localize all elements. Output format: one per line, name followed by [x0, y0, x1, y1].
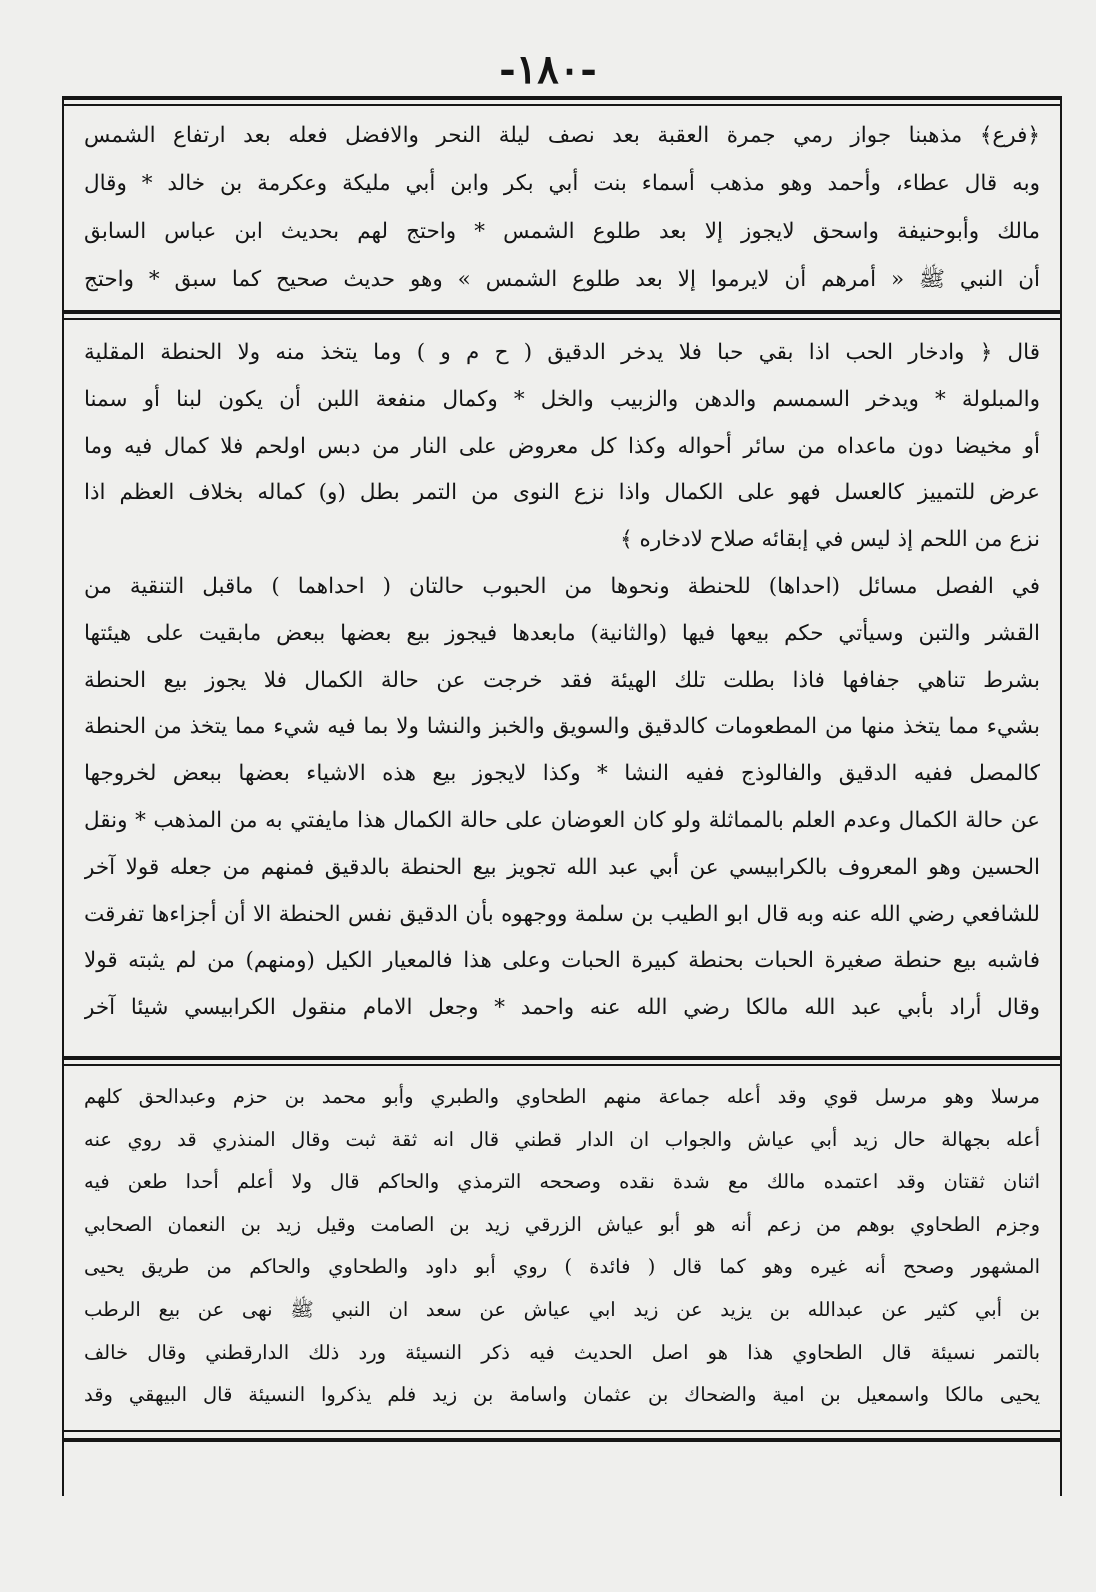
- top-border-thin: [62, 104, 1062, 106]
- section-divider-2: [62, 1056, 1062, 1060]
- text-line: مالك وأبوحنيفة واسحق لايجوز إلا بعد طلوع الشمس * واحتج لهم بحديث ابن عباس السابق: [84, 219, 1040, 244]
- text-line: نزع من اللحم إذ ليس في إبقائه صلاح لادخاره ﴾: [620, 527, 1040, 553]
- main-text-section: [84, 330, 1040, 1032]
- page-frame: [62, 96, 1062, 1496]
- text-line: مرسلا وهو مرسل قوي وقد أعله جماعة منهم الطحاوي والطبري وأبو محمد بن حزم وعبدالحق كلهم: [84, 1085, 1040, 1108]
- text-line: فاشبه بيع حنطة صغيرة الحبات بحنطة كبيرة الحبات وعلى هذا فالمعيار الكيل (ومنهم) من لم يثبته قولا: [84, 948, 1040, 974]
- text-line: يحيى مالكا واسمعيل بن امية والضحاك بن عثمان واسامة بن زيد فلم يذكروا النسيئة قال البيهقي وقد: [84, 1383, 1040, 1407]
- text-line: الحسين وهو المعروف بالكرابيسي عن أبي عبد الله تجويز بيع الحنطة بالدقيق فمنهم من جعله قولا آخر: [84, 854, 1040, 880]
- text-line: أن النبي ﷺ « أمرهم أن لايرموا إلا بعد طلوع الشمس » وهو حديث صحيح كما سبق * واحتج: [84, 267, 1040, 292]
- top-commentary-section: [84, 112, 1040, 304]
- text-line: كالمصل ففيه الدقيق والفالوذج ففيه النشا * وكذا لايجوز بيع هذه الاشياء بعضها ببعض لخروجها: [84, 761, 1040, 787]
- text-line: للشافعي رضي الله عنه وبه قال ابو الطيب بن سلمة ووجهوه بأن الدقيق نفس الحنطة الا أن أجزاءها تفرقت: [84, 901, 1040, 927]
- top-border-thick: [62, 96, 1062, 100]
- text-line: أعله بجهالة حال زيد أبي عياش والجواب ان الدار قطني قال انه ثقة ثبت وقال المنذري قد روي عنه: [84, 1127, 1040, 1151]
- section-divider-1-thin: [62, 318, 1062, 320]
- bottom-border-thick: [62, 1438, 1062, 1442]
- section-divider-1: [62, 310, 1062, 314]
- text-line: بشيء مما يتخذ منها من المطعومات كالدقيق والسويق والخبز والنشا ولا بما فيه شيء مما يتخذ من الحنطة: [84, 714, 1040, 740]
- text-line: والمبلولة * ويدخر السمسم والدهن والزبيب والخل * وكمال منفعة اللبن أن يكون لبنا أو سمنا: [84, 386, 1040, 412]
- text-line: عن حالة الكمال وعدم العلم بالمماثلة ولو كان العوضان على حالة الكمال هذا مايفتي به من المذهب * ونقل: [84, 807, 1040, 833]
- bottom-border-thin: [62, 1430, 1062, 1432]
- text-line: أو مخيضا دون ماعداه من سائر أحواله وكذا كل معروض على النار من دبس اولحم فلا كمال فيه وما: [84, 433, 1040, 459]
- text-line: بن أبي كثير عن عبدالله بن يزيد عن زيد ابي عياش عن سعد ان النبي ﷺ نهى عن بيع الرطب: [84, 1297, 1040, 1321]
- text-line: بالتمر نسيئة قال الطحاوي هذا هو اصل الحديث فيه ذكر النسيئة ورد ذلك الدارقطني وقال خالف: [84, 1340, 1040, 1364]
- text-line: وقال أراد بأبي عبد الله مالكا رضي الله عنه واحمد * وجعل الامام منقول الكرابيسي شيئا آخر: [84, 995, 1040, 1021]
- text-line: بشرط تناهي جفافها فاذا بطلت تلك الهيئة فقد خرجت عن حالة الكمال فلا يجوز بيع الحنطة: [84, 667, 1040, 693]
- text-line: ﴿فرع﴾ مذهبنا جواز رمي جمرة العقبة بعد نصف ليلة النحر والافضل فعله بعد ارتفاع الشمس: [84, 123, 1040, 148]
- page-number: -١٨٠-: [499, 46, 597, 93]
- text-line: في الفصل مسائل (احداها) للحنطة ونحوها من الحبوب حالتان ( احداهما ) ماقبل التنقية من: [84, 573, 1040, 599]
- text-line: وبه قال عطاء، وأحمد وهو مذهب أسماء بنت أبي بكر وابن أبي مليكة وعكرمة بن خالد * وقال: [84, 171, 1040, 196]
- bottom-commentary-section: [84, 1076, 1040, 1417]
- text-line: عرض للتمييز كالعسل فهو على الكمال واذا نزع النوى من التمر بطل (و) كماله بخلاف العظم اذا: [84, 480, 1040, 506]
- frame-left-border: [62, 96, 64, 1496]
- text-line: قال ﴿ وادخار الحب اذا بقي حبا فلا يدخر الدقيق ( ح م و ) وما يتخذ منه ولا الحنطة المقلية: [84, 340, 1040, 365]
- text-line: المشهور وصحح أنه غيره وهو كما قال ( فائدة ) روي أبو داود والطحاوي والحاكم من طريق يحيى: [84, 1255, 1040, 1279]
- text-line: اثنان ثقتان وقد اعتمده مالك مع شدة نقده وصححه الترمذي والحاكم قال ولا أعلم أحدا طعن فيه: [84, 1170, 1040, 1194]
- section-divider-2-thin: [62, 1064, 1062, 1066]
- text-line: القشر والتبن وسيأتي حكم بيعها فيها (والثانية) مابعدها فيجوز بيع بعضها ببعض مابقيت على هيئتها: [84, 620, 1040, 646]
- text-line: وجزم الطحاوي بوهم من زعم أنه هو أبو عياش الزرقي زيد بن الصامت وقيل زيد بن النعمان الصحابي: [84, 1212, 1040, 1236]
- frame-right-border: [1060, 96, 1062, 1496]
